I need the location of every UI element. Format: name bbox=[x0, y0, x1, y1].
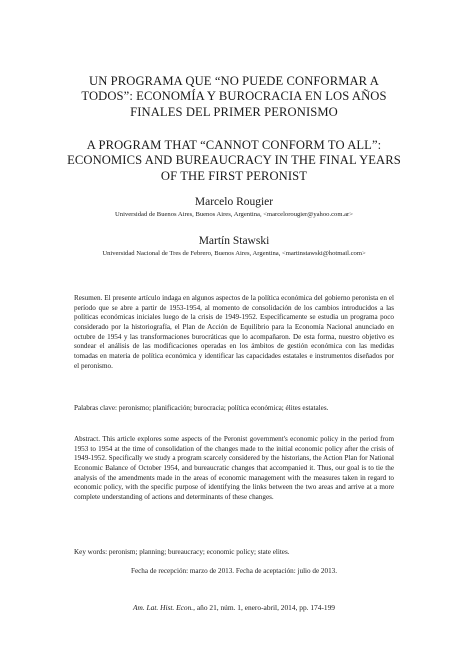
reception-dates: Fecha de recepción: marzo de 2013. Fecha de aceptación: julio de 2013. bbox=[130, 567, 337, 575]
palabras-clave: Palabras clave: peronismo; planificación; burocracia; política económica; élites estatales. bbox=[74, 404, 329, 412]
resumen-paragraph: Resumen. El presente artículo indaga en algunos aspectos de la política económica del gobierno peronista en el período que se abre a partir de 1953-1954, al momento de consolidación de los cambios introducidos a las políticas económicas iniciales luego de la crisis de 1949-1952. Específicamente se estudia un programa poco considerado por la historiografía, el Plan de Acción de Equilibrio para la Economía Nacional anunciado en octubre de 1954 y las transformaciones burocráticas que lo acompañaron. De esta forma, nuestro objetivo es sondear el análisis de las modificaciones operadas en los ámbitos de gestión económica con las medidas tomadas en materia de política económica y identificar las capacidades estatales e instrumentos diseñados por el peronismo. bbox=[74, 294, 394, 370]
keywords: Key words: peronism; planning; bureaucracy; economic policy; state elites. bbox=[74, 548, 290, 556]
author-name: Marcelo Rougier bbox=[194, 196, 274, 208]
author-block-1 bbox=[0, 195, 468, 219]
abstract-paragraph: Abstract. This article explores some aspects of the Peronist government's economic policy in the period from 1953 to 1954 at the time of consolidation of the changes made to the initial economic policy after the crisis of 1949-1952. Specifically we study a program scarcely considered by the historians, the Action Plan for National Economic Balance of October 1954, and bureaucratic changes that accompanied it. Thus, our goal is to tie the analysis of the amendments made in the areas of economic management with the measures taken in regard to economic policy, with the specific purpose of identifying the links between the two areas and arrive at a more complete understanding of actions and determinants of these changes. bbox=[74, 435, 394, 501]
title-english: A PROGRAM THAT “CANNOT CONFORM TO ALL”: ECONOMICS AND BUREAUCRACY IN THE FINAL YEARS OF THE FIRST PERONIST bbox=[67, 138, 401, 183]
journal-footer bbox=[74, 603, 394, 613]
journal-issue-info: , año 21, núm. 1, enero-abril, 2014, pp. 174-199 bbox=[193, 603, 335, 612]
author-name: Martín Stawski bbox=[198, 235, 270, 247]
title-spanish: UN PROGRAMA QUE “NO PUEDE CONFORMAR A TODOS”: ECONOMÍA Y BUROCRACIA EN LOS AÑOS FINALES DEL PRIMER PERONISMO bbox=[81, 74, 387, 119]
author-block-2 bbox=[100, 234, 368, 258]
author-affiliation: Universidad Nacional de Tres de Febrero, Buenos Aires, Argentina, <martinstawski@hotmail.com> bbox=[102, 250, 366, 257]
journal-name: Am. Lat. Hist. Econ. bbox=[133, 603, 194, 612]
author-affiliation: Universidad de Buenos Aires, Buenos Aires, Argentina, <marcelorougier@yahoo.com.ar> bbox=[115, 211, 353, 218]
